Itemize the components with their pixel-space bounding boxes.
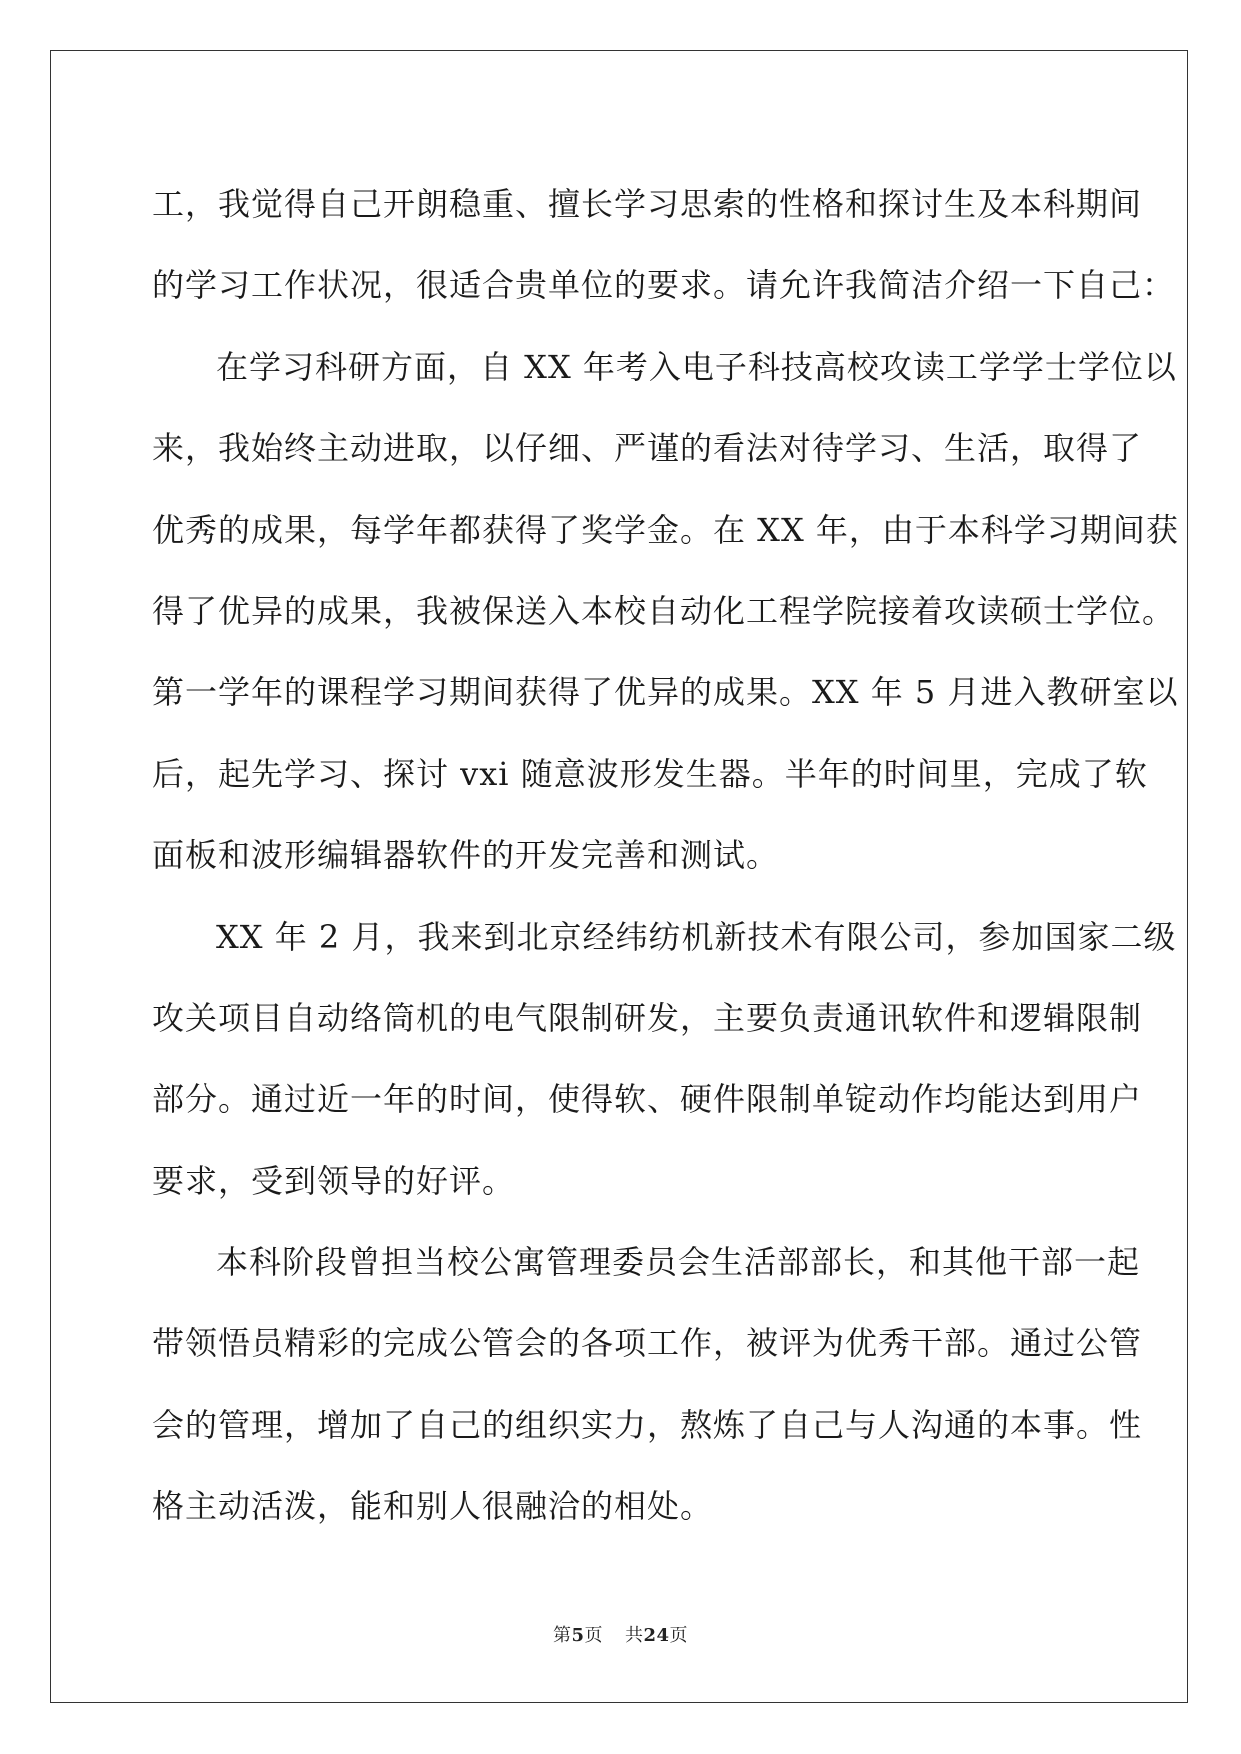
- footer-page-suffix: 页: [584, 1625, 603, 1646]
- page-footer: [0, 1621, 1241, 1647]
- text-line: 工，我觉得自己开朗稳重、擅长学习思索的性格和探讨生及本科期间: [152, 185, 1143, 223]
- text-line: 第一学年的课程学习期间获得了优异的成果。XX 年 5 月进入教研室以: [152, 673, 1179, 712]
- text-line: 来，我始终主动进取，以仔细、严谨的看法对待学习、生活，取得了: [152, 429, 1143, 468]
- text-line: 的学习工作状况，很适合贵单位的要求。请允许我简洁介绍一下自己：: [152, 266, 1176, 305]
- text-line: 部分。通过近一年的时间，使得软、硬件限制单锭动作均能达到用户: [152, 1080, 1143, 1119]
- text-line: 格主动活泼，能和别人很融洽的相处。: [152, 1487, 714, 1526]
- text-line: 面板和波形编辑器软件的开发完善和测试。: [152, 836, 780, 875]
- text-line: 在学习科研方面，自 XX 年考入电子科技高校攻读工学学士学位以: [216, 347, 1177, 386]
- text-line: 本科阶段曾担当校公寓管理委员会生活部部长，和其他干部一起: [216, 1243, 1141, 1282]
- footer-prefix: 第: [552, 1625, 572, 1646]
- paragraph: [152, 1222, 1143, 1548]
- document-body: [152, 164, 1179, 1548]
- text-line: 得了优异的成果，我被保送入本校自动化工程学院接着攻读硕士学位。: [152, 591, 1176, 630]
- paragraph: [152, 897, 1177, 1223]
- footer-total-prefix: 共: [624, 1625, 644, 1646]
- text-line: 后，起先学习、探讨 vxi 随意波形发生器。半年的时间里，完成了软: [152, 754, 1148, 793]
- paragraph: [152, 327, 1179, 897]
- text-line: XX 年 2 月，我来到北京经纬纺机新技术有限公司，参加国家二级: [216, 917, 1177, 956]
- page-total: 24: [643, 1625, 670, 1646]
- footer-total-suffix: 页: [669, 1625, 689, 1646]
- paragraph: [152, 164, 1176, 327]
- page-number: 5: [571, 1625, 585, 1646]
- text-line: 要求，受到领导的好评。: [152, 1161, 516, 1200]
- text-line: 攻关项目自动络筒机的电气限制研发，主要负责通讯软件和逻辑限制: [152, 998, 1143, 1037]
- text-line: 会的管理，增加了自己的组织实力，熬炼了自己与人沟通的本事。性: [152, 1405, 1143, 1444]
- text-line: 带领悟员精彩的完成公管会的各项工作，被评为优秀干部。通过公管: [152, 1324, 1143, 1363]
- text-line: 优秀的成果，每学年都获得了奖学金。在 XX 年，由于本科学习期间获: [152, 510, 1179, 549]
